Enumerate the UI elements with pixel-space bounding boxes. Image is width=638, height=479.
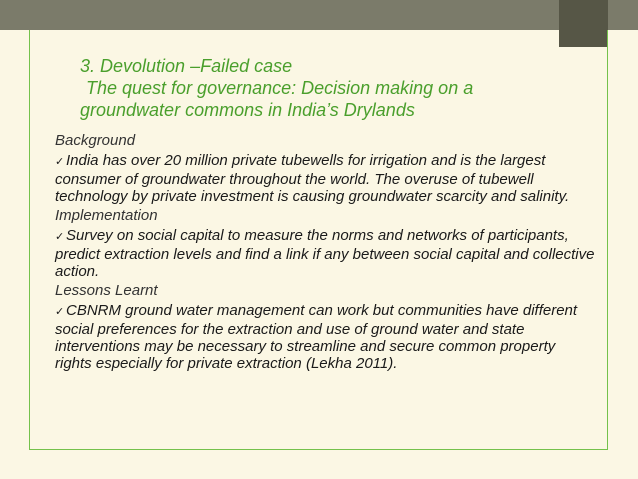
top-band (0, 0, 638, 30)
bullet-implementation (55, 227, 595, 280)
bullet-background (55, 152, 595, 205)
section-heading-implementation: Implementation (55, 207, 158, 224)
check-bullet-icon: ✓ (55, 306, 65, 318)
bullet-text-lessons: CBNRM ground water management can work but communities have different social preferences for the extraction and use of ground water and state interventions may be necessary to streamline and secure common property rights especially for private extraction (Lekha 2011). (55, 302, 578, 372)
check-bullet-icon: ✓ (55, 231, 65, 243)
title-line-1: 3. Devolution –Failed case (80, 56, 293, 76)
title-line-2: The quest for governance: Decision making on a (86, 78, 474, 98)
bullet-text-implementation: Survey on social capital to measure the norms and networks of participants, predict extraction levels and find a link if any between social capital and collective action. (55, 227, 595, 280)
bullet-lessons (55, 302, 595, 372)
check-bullet-icon: ✓ (55, 156, 65, 168)
title-line-3: groundwater commons in India’s Drylands (80, 100, 415, 120)
bullet-text-background: India has over 20 million private tubewells for irrigation and is the largest consumer of groundwater throughout the world. The overuse of tubewell technology by private investment is causing groundwater scarcity and salinity. (55, 152, 570, 205)
section-heading-background: Background (55, 132, 136, 149)
bottom-band (0, 451, 638, 479)
slide-title (80, 55, 600, 121)
slide-body (55, 132, 595, 374)
section-heading-lessons: Lessons Learnt (55, 282, 158, 299)
